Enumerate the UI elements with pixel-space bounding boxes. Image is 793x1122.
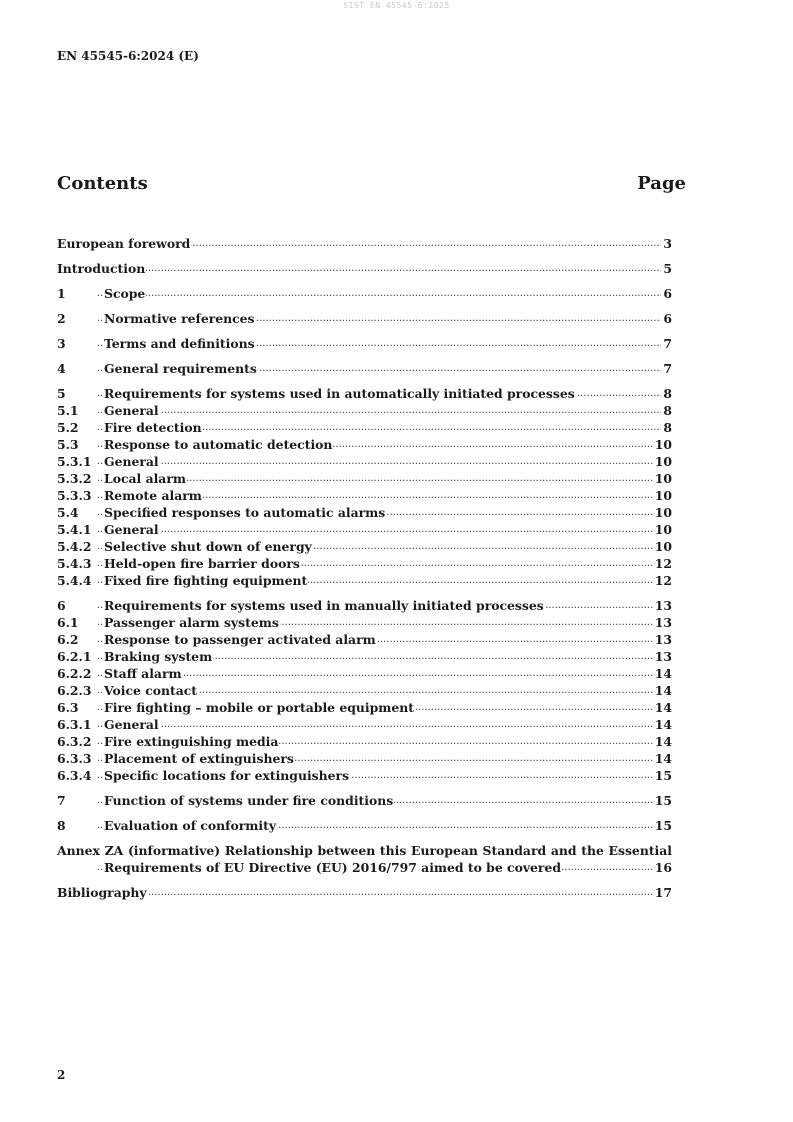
- dot-leader: [97, 285, 664, 302]
- toc-entry-page: 16: [654, 860, 672, 875]
- toc-entry[interactable]: [57, 521, 672, 538]
- toc-entry-page: 7: [663, 361, 672, 376]
- toc-entry-page: 7: [663, 336, 672, 351]
- toc-entry-number: 6: [57, 598, 66, 613]
- toc-entry[interactable]: [57, 360, 672, 377]
- toc-entry-number: 6.3.3: [57, 751, 92, 766]
- toc-entry-number: 6.3.1: [57, 717, 92, 732]
- toc-entry-title: General: [104, 522, 159, 537]
- toc-entry[interactable]: [57, 504, 672, 521]
- toc-entry-page: 13: [654, 615, 672, 630]
- toc-entry-page: 14: [654, 751, 672, 766]
- toc-entry-page: 10: [654, 522, 672, 537]
- toc-entry-title: Response to passenger activated alarm: [104, 632, 376, 647]
- toc-entry-title: Passenger alarm systems: [104, 615, 279, 630]
- toc-entry[interactable]: [57, 631, 672, 648]
- dot-leader: [97, 453, 664, 470]
- toc-entry-bibliography[interactable]: [57, 884, 672, 901]
- toc-entry[interactable]: [57, 235, 672, 252]
- toc-entry[interactable]: [57, 665, 672, 682]
- toc-entry-page: 8: [663, 386, 672, 401]
- toc-entry[interactable]: [57, 555, 672, 572]
- toc-entry[interactable]: [57, 385, 672, 402]
- toc-entry[interactable]: [57, 767, 672, 784]
- toc-entry-number: 5.2: [57, 420, 79, 435]
- toc-entry[interactable]: [57, 436, 672, 453]
- toc-entry-page: 15: [654, 818, 672, 833]
- toc-entry-number: 6.3.2: [57, 734, 92, 749]
- table-of-contents: [57, 235, 672, 901]
- toc-entry-title: Fire extinguishing media: [104, 734, 279, 749]
- toc-entry-number: 6.2.1: [57, 649, 92, 664]
- dot-leader: [97, 402, 664, 419]
- toc-entry-title: Local alarm: [104, 471, 186, 486]
- toc-entry[interactable]: [57, 572, 672, 589]
- toc-entry-page: 15: [654, 768, 672, 783]
- contents-title: Contents: [57, 173, 148, 194]
- toc-entry-number: 5.3: [57, 437, 79, 452]
- toc-entry-page: 10: [654, 505, 672, 520]
- toc-entry-number: 5.4: [57, 505, 79, 520]
- toc-entry-title: Terms and definitions: [104, 336, 255, 351]
- toc-entry-page: 8: [663, 403, 672, 418]
- toc-entry[interactable]: [57, 716, 672, 733]
- toc-entry-title: Fixed fire fighting equipment: [104, 573, 308, 588]
- toc-entry-page: 13: [654, 649, 672, 664]
- toc-entry-title: General: [104, 454, 159, 469]
- toc-entry-page: 14: [654, 666, 672, 681]
- toc-entry-number: 7: [57, 793, 66, 808]
- page-column-heading: Page: [637, 173, 686, 194]
- toc-entry-title: Staff alarm: [104, 666, 182, 681]
- toc-entry-number: 3: [57, 336, 66, 351]
- footer-page-number: 2: [57, 1068, 66, 1082]
- toc-entry-page: 14: [654, 734, 672, 749]
- toc-entry-page: 12: [654, 573, 672, 588]
- toc-entry-title: Specific locations for extinguishers: [104, 768, 350, 783]
- toc-entry[interactable]: [57, 817, 672, 834]
- toc-entry-number: 5: [57, 386, 66, 401]
- toc-entry-page: 10: [654, 471, 672, 486]
- toc-entry[interactable]: [57, 285, 672, 302]
- dot-leader: [97, 521, 664, 538]
- toc-entry-title: General: [104, 717, 159, 732]
- toc-entry-page: 10: [654, 437, 672, 452]
- toc-entry-number: 4: [57, 361, 66, 376]
- toc-entry-page: 10: [654, 454, 672, 469]
- toc-entry[interactable]: [57, 310, 672, 327]
- toc-entry-title: Evaluation of conformity: [104, 818, 277, 833]
- toc-entry-title: Held-open fire barrier doors: [104, 556, 300, 571]
- toc-entry-number: 6.3.4: [57, 768, 92, 783]
- toc-entry-number: 5.3.1: [57, 454, 92, 469]
- toc-entry[interactable]: [57, 453, 672, 470]
- annex-title-line1: Annex ZA (informative) Relationship between this European Standard and the Essential: [57, 843, 672, 858]
- toc-entry-page: 6: [663, 286, 672, 301]
- toc-entry-title: Placement of extinguishers: [104, 751, 294, 766]
- toc-entry[interactable]: [57, 733, 672, 750]
- toc-entry-number: 5.1: [57, 403, 79, 418]
- toc-entry-page: 8: [663, 420, 672, 435]
- toc-entry-page: 17: [654, 885, 672, 900]
- toc-entry[interactable]: [57, 699, 672, 716]
- toc-entry-page: 3: [663, 236, 672, 251]
- toc-entry-title: Introduction: [57, 261, 146, 276]
- toc-entry-title: Bibliography: [57, 885, 147, 900]
- toc-entry[interactable]: [57, 470, 672, 487]
- toc-entry-title: General: [104, 403, 159, 418]
- toc-entry-title: Normative references: [104, 311, 255, 326]
- toc-entry-number: 5.4.2: [57, 539, 92, 554]
- toc-entry-number: 8: [57, 818, 66, 833]
- toc-entry-page: 13: [654, 632, 672, 647]
- toc-entry-number: 2: [57, 311, 66, 326]
- toc-entry-page: 15: [654, 793, 672, 808]
- toc-entry-title: European foreword: [57, 236, 191, 251]
- toc-entry-title: Function of systems under fire conditions: [104, 793, 394, 808]
- document-id: EN 45545-6:2024 (E): [57, 49, 199, 63]
- dot-leader: [97, 260, 664, 277]
- toc-entry-page: 10: [654, 488, 672, 503]
- toc-entry[interactable]: [57, 419, 672, 436]
- toc-entry-number: 5.4.4: [57, 573, 92, 588]
- toc-entry[interactable]: [57, 260, 672, 277]
- toc-entry-number: 5.4.1: [57, 522, 92, 537]
- toc-entry[interactable]: [57, 792, 672, 809]
- toc-entry-page: 13: [654, 598, 672, 613]
- toc-entry-number: 6.1: [57, 615, 79, 630]
- toc-entry[interactable]: [57, 487, 672, 504]
- toc-entry-number: 6.2.2: [57, 666, 92, 681]
- toc-entry[interactable]: [57, 402, 672, 419]
- toc-entry-page: 14: [654, 683, 672, 698]
- toc-entry-number: 6.2: [57, 632, 79, 647]
- toc-entry[interactable]: [57, 682, 672, 699]
- toc-entry-page: 14: [654, 717, 672, 732]
- toc-entry[interactable]: [57, 538, 672, 555]
- toc-entry-page: 12: [654, 556, 672, 571]
- toc-entry[interactable]: [57, 750, 672, 767]
- toc-entry-title: Remote alarm: [104, 488, 202, 503]
- toc-entry-title: Specified responses to automatic alarms: [104, 505, 386, 520]
- toc-entry-title: Fire fighting – mobile or portable equipment: [104, 700, 415, 715]
- toc-entry-number: 5.4.3: [57, 556, 92, 571]
- toc-entry-number: 6.2.3: [57, 683, 92, 698]
- toc-entry-title: Selective shut down of energy: [104, 539, 312, 554]
- dot-leader: [97, 716, 664, 733]
- toc-entry-title: Scope: [104, 286, 146, 301]
- toc-entry[interactable]: [57, 648, 672, 665]
- toc-entry-title: General requirements: [104, 361, 257, 376]
- annex-title-line2-row: [57, 859, 672, 876]
- toc-entry-number: 1: [57, 286, 66, 301]
- watermark: SIST EN 45545-6:2025: [343, 1, 450, 10]
- toc-entry-title: Voice contact: [104, 683, 198, 698]
- toc-entry-title: Response to automatic detection: [104, 437, 333, 452]
- annex-title-line2: Requirements of EU Directive (EU) 2016/797 aimed to be covered: [104, 860, 562, 875]
- toc-entry-title: Requirements for systems used in manually initiated processes: [104, 598, 544, 613]
- toc-entry-title: Braking system: [104, 649, 213, 664]
- toc-entry-page: 5: [663, 261, 672, 276]
- toc-entry[interactable]: [57, 614, 672, 631]
- toc-entry-title: Fire detection: [104, 420, 202, 435]
- toc-entry[interactable]: [57, 597, 672, 614]
- toc-entry-page: 10: [654, 539, 672, 554]
- toc-entry-title: Requirements for systems used in automatically initiated processes: [104, 386, 575, 401]
- toc-entry-number: 5.3.3: [57, 488, 92, 503]
- toc-entry-annex[interactable]: [57, 842, 672, 876]
- toc-entry-number: 5.3.2: [57, 471, 92, 486]
- toc-entry[interactable]: [57, 335, 672, 352]
- toc-entry-page: 6: [663, 311, 672, 326]
- dot-leader: [97, 884, 664, 901]
- toc-entry-page: 14: [654, 700, 672, 715]
- toc-entry-number: 6.3: [57, 700, 79, 715]
